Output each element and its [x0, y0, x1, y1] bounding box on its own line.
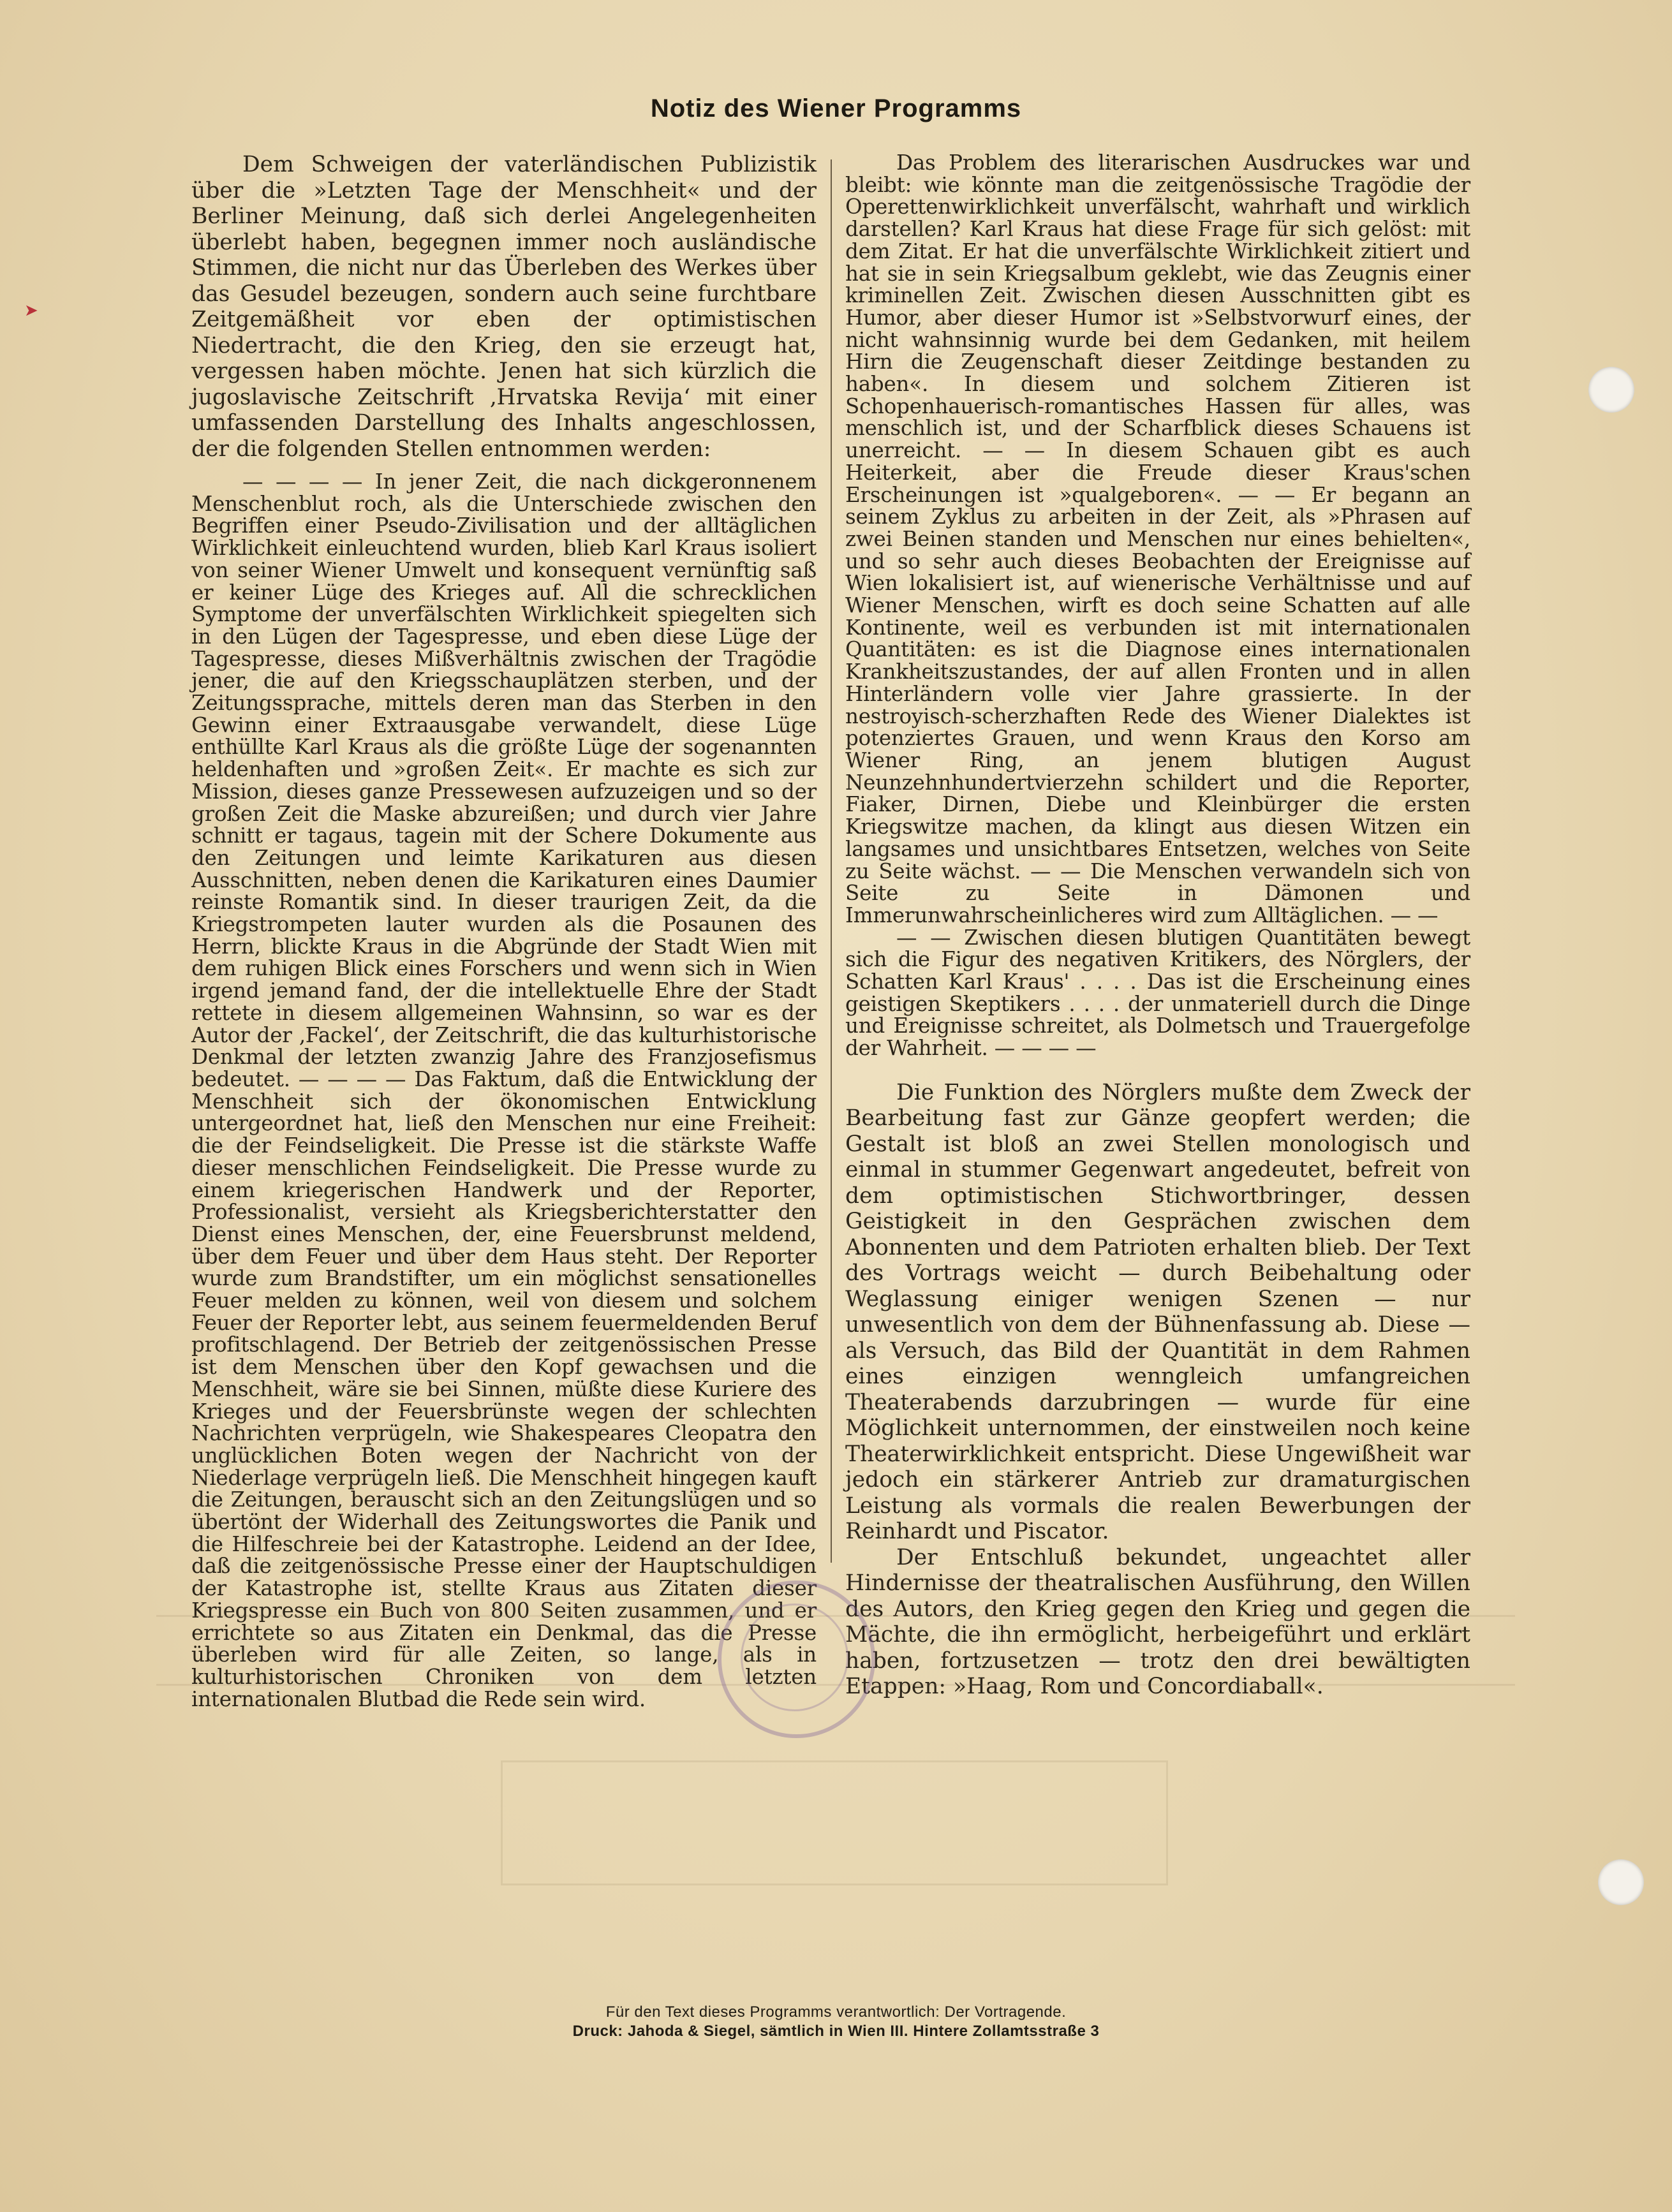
right-paragraph-2: — — Zwischen diesen blutigen Quantitäten bewegt sich die Figur des negativen Kritikers, des Nörglers, der Schatten Karl Kraus' . . . . Das ist die Erscheinung eines geistigen Skeptikers . . . . der unmateriell durch die Dinge und Ereignisse schreitet, als Dolmetsch und Trauergefolge der Wahrheit. — — — —: [845, 925, 1470, 1061]
page-title: Notiz des Wiener Programms: [650, 94, 1022, 122]
footer-printer: Druck: Jahoda & Siegel, sämtlich in Wien III. Hintere Zollamtsstraße 3: [572, 2023, 1100, 2040]
left-column: [191, 152, 817, 1710]
punch-hole-bottom: [1598, 1859, 1644, 1905]
footer-responsibility: Für den Text dieses Programms verantwortlich: Der Vortragende.: [605, 2003, 1067, 2021]
right-paragraph-3: Die Funktion des Nörglers mußte dem Zweck der Bearbeitung fast zur Gänze geopfert werden; die Gestalt ist bloß an zwei Stellen monologisch und einmal in stummer Gegenwart angedeutet, befreit von dem optimistischen Stichwortbringer, dessen Geistigkeit in den Gesprächen zwischen dem Abonnenten und dem Patrioten erhalten blieb. Der Text des Vortrags weicht — durch Beibehaltung oder Weglassung einiger wenigen Szenen — nur unwesentlich von dem der Bühnenfassung ab. Diese — als Versuch, das Bild der Quantität in dem Rahmen eines einzigen wenngleich umfangreichen Theaterabends darzubringen — wurde für eine Möglichkeit unternommen, der einstweilen noch keine Theaterwirklichkeit entspricht. Diese Ungewißheit war jedoch ein stärkerer Antrieb zur dramaturgischen Leistung als vormals die realen Bewerbungen der Reinhardt und Piscator.: [845, 1079, 1470, 1545]
footer: [0, 2003, 1672, 2041]
intro-paragraph: Dem Schweigen der vaterländischen Publizistik über die »Letzten Tage der Menschheit« und der Berliner Meinung, daß sich derlei Angelegenheiten überlebt haben, begegnen immer noch ausländische Stimmen, die nicht nur das Überleben des Werkes über das Gesudel bezeugen, sondern auch seine furchtbare Zeitgemäßheit vor eben der optimistischen Niedertracht, die den Krieg, den sie erzeugt hat, vergessen haben möchte. Jenen hat sich kürzlich die jugoslavische Zeitschrift ‚Hrvatska Revija‘ mit einer umfassenden Darstellung des Inhalts angeschlossen, der die folgenden Stellen entnommen werden:: [191, 152, 817, 462]
quoted-excerpt-paragraph: — — — — In jener Zeit, die nach dickgeronnenem Menschenblut roch, als die Unterschiede zwischen den Begriffen einer Pseudo-Zivilisation und der alltäglichen Wirklichkeit einleuchtend wurden, blieb Karl Kraus isoliert von seiner Wiener Umwelt und konsequent vernünftig saß er keiner Lüge des Krieges auf. All die schrecklichen Symptome der unverfälschten Wirklichkeit spiegelten sich in den Lügen der Tagespresse, und eben diese Lüge der Tagespresse, dieses Mißverhältnis zwischen der Tragödie jener, die auf den Kriegsschauplätzen sterben, und der Zeitungssprache, mittels deren man das Sterben in den Gewinn einer Extraausgabe verwandelt, diese Lüge enthüllte Karl Kraus als die größte Lüge der sogenannten heldenhaften und »großen Zeit«. Er machte es sich zur Mission, dieses ganze Pressewesen aufzuzeigen und so der großen Zeit die Maske abzureißen; und durch vier Jahre schnitt er tagaus, tagein mit der Schere Dokumente aus den Zeitungen und leimte Karikaturen aus diesen Ausschnitten, neben denen die Karikaturen eines Daumier reinste Romantik sind. In dieser traurigen Zeit, da die Kriegstrompeten lauter wurden als die Posaunen des Herrn, blickte Kraus in die Abgründe der Stadt Wien mit dem ruhigen Blick eines Forschers und wenn sich in Wien irgend jemand fand, der die intellektuelle Ehre der Stadt rettete in diesem allgemeinen Wahnsinn, so war es der Autor der ‚Fackel‘, der Zeitschrift, die das kulturhistorische Denkmal der letzten zwanzig Jahre des Franzjosefismus bedeutet. — — — — Das Faktum, daß die Entwicklung der Menschheit sich der ökonomischen Entwicklung untergeordnet hat, ließ den Menschen nur eine Freiheit: die der Feindseligkeit. Die Presse ist die stärkste Waffe dieser menschlichen Feindseligkeit. Die Presse wurde zu einem kriegerischen Handwerk und der Reporter, Professionalist, versieht als Kriegsberichterstatter den Dienst eines Menschen, der, eine Feuersbrunst meldend, über dem Feuer und über dem Haus steht. Der Reporter wurde zum Brandstifter, um ein möglichst sensationelles Feuer melden zu können, weil von diesem und solchem Feuer der Reporter lebt, aus seinem feuermeldenden Beruf profitschlagend. Der Betrieb der zeitgenössischen Presse ist dem Menschen über den Kopf gewachsen und die Menschheit, wäre sie bei Sinnen, müßte diese Kuriere des Krieges und der Feuersbrünste wegen der schlechten Nachrichten verprügeln, wie Shakespeares Cleopatra den unglücklichen Boten wegen der Nachricht von der Niederlage verprügeln ließ. Die Menschheit hingegen kauft die Zeitungen, berauscht sich an den Zeitungslügen und so übertönt der Widerhall des Zeitungswortes die Panik und die Hilfeschreie bei der Katastrophe. Leidend an der Idee, daß die zeitgenössische Presse einer der Hauptschuldigen der Katastrophe ist, stellte Kraus aus Zitaten dieser Kriegspresse ein Buch von 800 Seiten zusammen, und er errichtete so aus Zitaten ein Denkmal, das die Presse überleben wird für alle Zeiten, so lange, als in kulturhistorischen Chroniken von dem letzten internationalen Blutbad die Rede sein wird.: [191, 469, 817, 1711]
punch-hole-top: [1588, 367, 1634, 413]
right-paragraph-1: Das Problem des literarischen Ausdruckes war und bleibt: wie könnte man die zeitgenössische Tragödie der Operettenwirklichkeit unverfälscht, wahrhaft und wirklich darstellen? Karl Kraus hat diese Frage für sich gelöst: mit dem Zitat. Er hat die unverfälschte Wirklichkeit zitiert und hat sie in sein Kriegsalbum geklebt, wie das Zeugnis einer kriminellen Zeit. Zwischen diesen Ausschnitten gibt es Humor, aber dieser Humor ist »Selbstvorwurf eines, der nicht wahnsinnig wurde bei dem Gedanken, mit heilem Hirn die Zeugenschaft dieser Zeitdinge bestanden zu haben«. In diesem und solchem Zitieren ist Schopenhauerisch-romantisches Hassen für alles, was menschlich ist, und der Scharfblick dieses Schauens ist unerreicht. — — In diesem Schauen gibt es auch Heiterkeit, aber die Freude dieser Kraus'schen Erscheinungen ist »qualgeboren«. — — Er begann an seinem Zyklus zu arbeiten in der Zeit, als »Phrasen auf zwei Beinen standen und Menschen nur eines behielten«, und so sehr auch dieses Beobachten der Ereignisse auf Wien lokalisiert ist, auf wienerische Verhältnisse und auf Wiener Menschen, wirft es doch seine Schatten auf alle Kontinente, weil es verbunden ist mit internationalen Quantitäten: es ist die Diagnose eines internationalen Krankheitszustandes, der auf allen Fronten und in allen Hinterländern volle vier Jahre grassierte. In der nestroyisch-scherzhaften Rede des Wiener Dialektes ist potenziertes Grauen, und wenn Kraus den Korso am Wiener Ring, an jenem blutigen August Neunzehnhundertvierzehn schildert und die Reporter, Fiaker, Dirnen, Diebe und Kleinbürger die ersten Kriegswitze machen, da klingt aus diesen Witzen ein langsames und unsichtbares Entsetzen, welches von Seite zu Seite wächst. — — Die Menschen verwandeln sich von Seite zu Seite in Dämonen und Immerunwahrscheinlicheres wird zum Alltäglichen. — —: [845, 151, 1470, 927]
show-through-box: [501, 1760, 1168, 1885]
right-column: [845, 152, 1470, 1700]
column-divider: [831, 159, 832, 1563]
library-stamp: [718, 1581, 875, 1738]
right-paragraph-4: Der Entschluß bekundet, ungeachtet aller Hindernisse der theatralischen Ausführung, den Willen des Autors, den Krieg gegen den Krieg und gegen die Mächte, die ihn ermöglicht, herbeigeführt und erklärt haben, fortzusetzen — trotz den drei bewältigten Etappen: »Haag, Rom und Concordiaball«.: [845, 1544, 1470, 1700]
margin-arrow-icon: ➤: [24, 301, 38, 320]
